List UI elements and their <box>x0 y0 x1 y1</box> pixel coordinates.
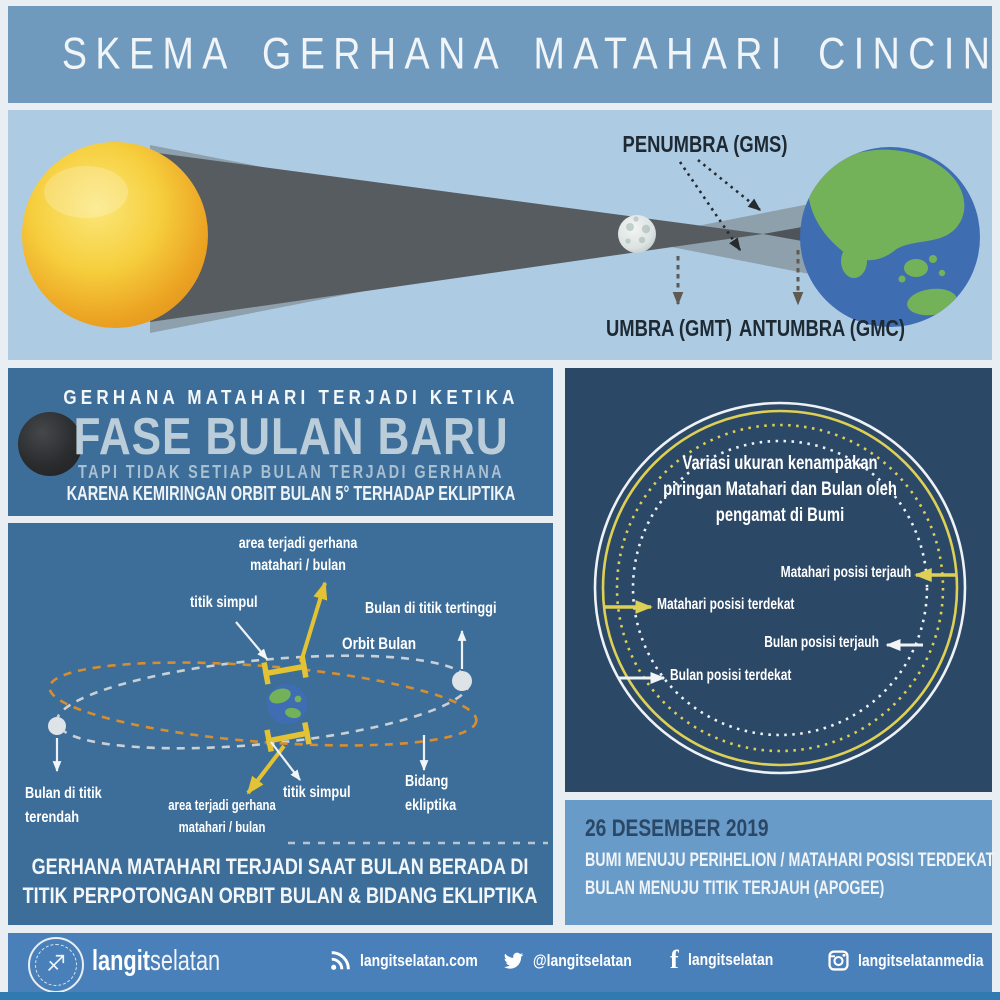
moon-perigee-label-1: Bulan di titik <box>25 785 102 802</box>
header-bar <box>8 6 999 103</box>
sun-near-label: Matahari posisi terdekat <box>657 596 795 613</box>
disc-title-3: pengamat di Bumi <box>715 505 845 526</box>
facebook-icon: f <box>670 945 679 974</box>
brand-bold: langit <box>92 945 151 977</box>
eclipse-diagram-panel <box>8 110 992 360</box>
footer-bar <box>8 933 992 992</box>
langitselatan-logo[interactable] <box>28 937 84 993</box>
twitter-text: @langitselatan <box>533 950 632 970</box>
orbit-bulan-label: Orbit Bulan <box>342 634 417 653</box>
moon-near-label: Bulan posisi terdekat <box>670 667 792 684</box>
date-title: 26 DESEMBER 2019 <box>585 815 769 842</box>
rss-icon <box>330 950 351 971</box>
node-bottom-arrow <box>271 742 300 780</box>
date-panel <box>565 800 995 925</box>
node-marker-bottom <box>264 722 311 752</box>
sun <box>22 142 208 328</box>
orbit-panel <box>8 523 553 925</box>
umbra-label: UMBRA (GMT) <box>605 315 733 341</box>
logo-sagittarius-glyph: ♐ <box>46 952 66 977</box>
facebook-text: langitselatan <box>687 950 773 969</box>
moon-perigee-label-2: terendah <box>25 809 80 826</box>
area-eclipse-top-label-2: matahari / bulan <box>250 557 346 574</box>
twitter-icon <box>503 950 524 971</box>
date-line2: BULAN MENUJU TITIK TERJAUH (APOGEE) <box>585 878 885 899</box>
bottom-accent-strip <box>0 992 1000 1000</box>
poster-title: SKEMA GERHANA MATAHARI CINCIN <box>61 29 999 79</box>
instagram-text: langitselatanmedia <box>858 950 984 970</box>
new-moon-icon <box>18 412 82 476</box>
antumbra-label: ANTUMBRA (GMC) <box>739 315 905 341</box>
moon-far-label: Bulan posisi terjauh <box>764 634 879 651</box>
footer-facebook[interactable] <box>670 947 792 973</box>
footer-twitter[interactable] <box>503 950 654 971</box>
footer-website[interactable] <box>330 950 504 971</box>
brand-wordmark <box>92 945 220 978</box>
instagram-icon <box>828 950 849 971</box>
area-eclipse-bottom-label-1: area terjadi gerhana <box>168 798 276 814</box>
disc-diagram <box>565 368 992 792</box>
disc-panel <box>565 368 992 792</box>
moon-apogee-label: Bulan di titik tertinggi <box>365 600 497 617</box>
node-top-label: titik simpul <box>190 594 258 611</box>
date-line1: BUMI MENUJU PERIHELION / MATAHARI POSISI TERDEKAT <box>585 850 995 871</box>
moon <box>618 215 656 253</box>
moon-perigee <box>48 717 66 735</box>
headline-sub1: TAPI TIDAK SETIAP BULAN TERJADI GERHANA <box>78 462 504 482</box>
ecliptic-label-1: Bidang <box>405 773 449 790</box>
headline-main: FASE BULAN BARU <box>73 408 509 466</box>
node-top-arrow <box>236 622 267 659</box>
earth-small <box>267 684 307 724</box>
area-eclipse-top-label-1: area terjadi gerhana <box>238 535 358 552</box>
orbit-caption-2: TITIK PERPOTONGAN ORBIT BULAN & BIDANG EKLIPTIKA <box>22 883 538 908</box>
moon-apogee <box>452 671 472 691</box>
new-moon-panel <box>8 368 553 516</box>
penumbra-label: PENUMBRA (GMS) <box>622 131 788 157</box>
eclipse-area-arrow-top <box>301 583 325 662</box>
headline-kicker: GERHANA MATAHARI TERJADI KETIKA <box>63 387 519 409</box>
ecliptic-ellipse <box>53 640 473 763</box>
footer-instagram[interactable] <box>828 950 1000 971</box>
orbit-caption-1: GERHANA MATAHARI TERJADI SAAT BULAN BERADA DI <box>31 854 529 879</box>
area-eclipse-bottom-label-2: matahari / bulan <box>178 820 266 836</box>
website-text: langitselatan.com <box>360 950 478 970</box>
sun-far-label: Matahari posisi terjauh <box>780 564 911 581</box>
disc-title-1: Variasi ukuran kenampakan <box>682 453 878 474</box>
sun-highlight <box>44 166 128 218</box>
ecliptic-label-2: ekliptika <box>405 797 457 814</box>
node-bottom-label: titik simpul <box>283 784 351 801</box>
headline-sub2: KARENA KEMIRINGAN ORBIT BULAN 5° TERHADAP EKLIPTIKA <box>66 483 516 505</box>
disc-title-2: piringan Matahari dan Bulan oleh <box>663 479 897 500</box>
earth <box>800 147 980 327</box>
brand-light: selatan <box>150 945 221 977</box>
